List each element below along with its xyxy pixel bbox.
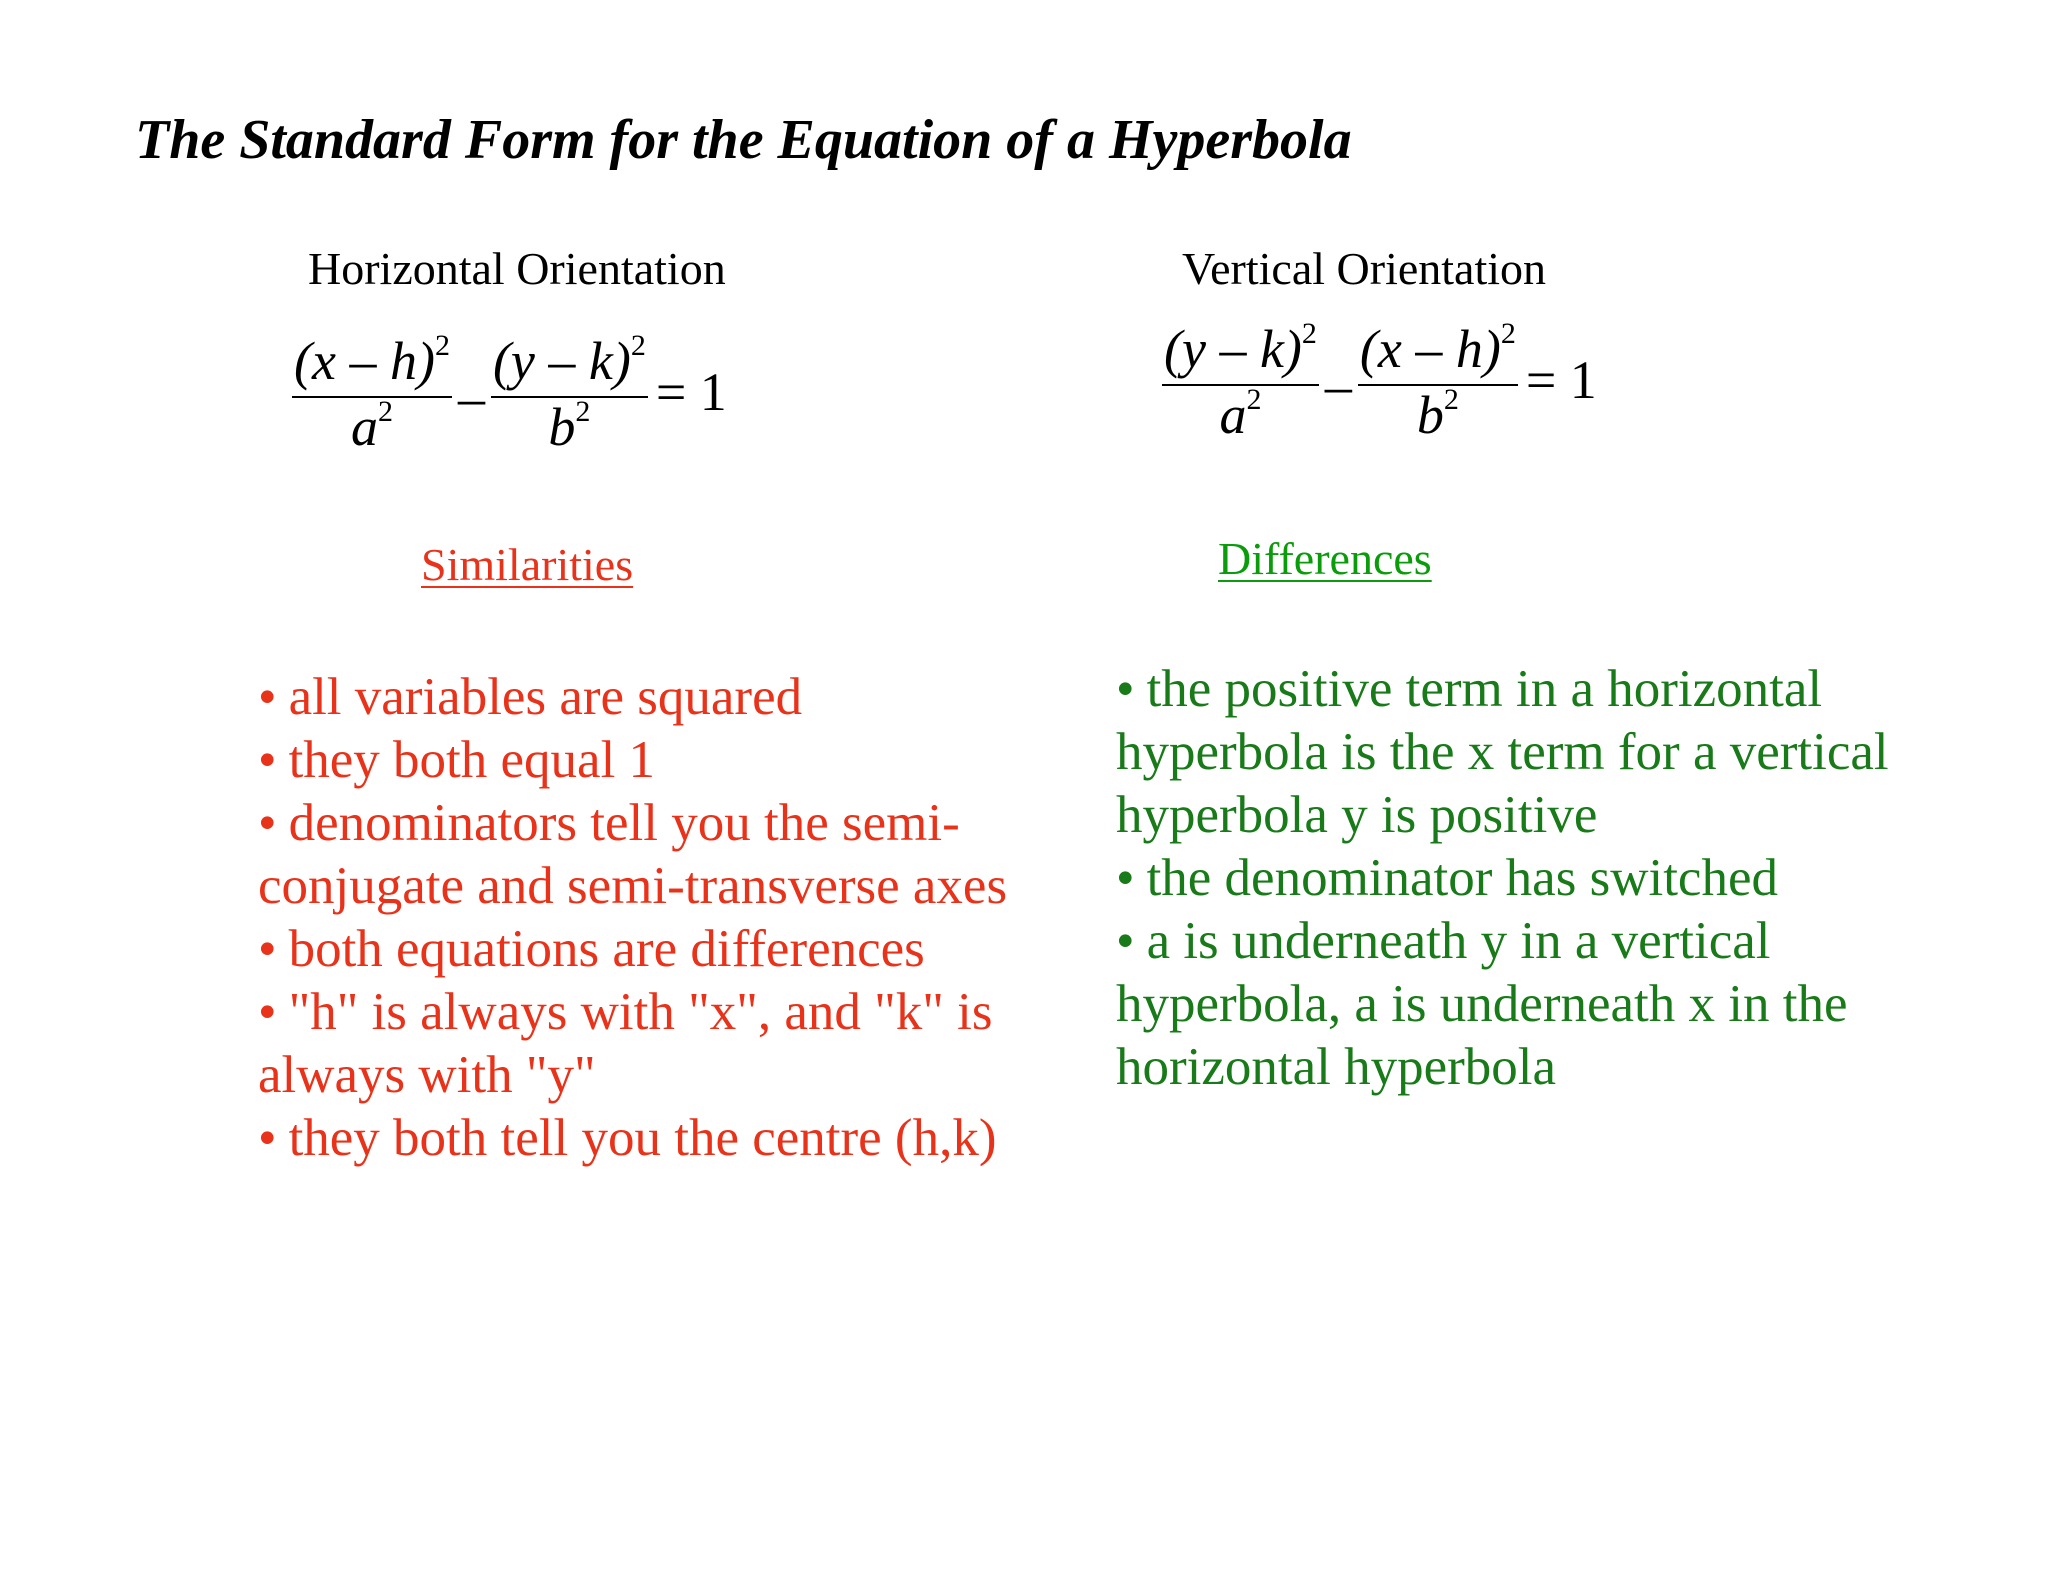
horizontal-term1-denominator: $a^2$ (350, 395, 393, 457)
vertical-term2-denominator: $b^2$ (1416, 383, 1459, 445)
list-item: • the positive term in a horizontal hyperbola is the x term for a vertical hyperbola y is positive (1116, 660, 1889, 844)
similarities-heading: Similarities (421, 539, 634, 590)
horizontal-term2-fraction (491, 329, 648, 457)
page-title: The Standard Form for the Equation of a Hyperbola (135, 109, 1352, 171)
horizontal-equals-one: = 1 (655, 362, 727, 422)
list-item: • they both tell you the centre (h,k) (258, 1109, 997, 1167)
horizontal-term2-numerator: (y – k)$^2$ (491, 330, 648, 398)
vertical-term1-numerator: (y – k)$^2$ (1162, 318, 1319, 386)
horizontal-minus-sign: – (457, 368, 485, 428)
horizontal-term1-numerator: (x – h)$^2$ (292, 330, 452, 398)
horizontal-equation (292, 329, 727, 457)
list-item: • the denominator has switched (1116, 849, 1778, 907)
differences-list (1116, 658, 1916, 1099)
list-item: • both equations are differences (258, 920, 925, 978)
vertical-minus-sign: – (1324, 356, 1352, 416)
list-item: • a is underneath y in a vertical hyperbola, a is underneath x in the horizontal hyperbola (1116, 912, 1848, 1096)
vertical-term1-denominator: $a^2$ (1219, 383, 1262, 445)
horizontal-orientation-label: Horizontal Orientation (308, 243, 726, 294)
list-item: • they both equal 1 (258, 731, 656, 789)
differences-heading: Differences (1218, 533, 1432, 584)
vertical-equals-one: = 1 (1525, 350, 1597, 410)
list-item: • denominators tell you the semi-conjugate and semi-transverse axes (258, 794, 1008, 915)
vertical-equation (1162, 317, 1597, 445)
vertical-term2-fraction (1358, 317, 1518, 445)
horizontal-term1-fraction (292, 329, 452, 457)
vertical-term1-fraction (1162, 317, 1319, 445)
list-item: • "h" is always with "x", and "k" is always with "y" (258, 983, 993, 1104)
vertical-term2-numerator: (x – h)$^2$ (1358, 318, 1518, 386)
vertical-orientation-label: Vertical Orientation (1182, 243, 1547, 294)
similarities-list (258, 666, 1078, 1170)
horizontal-term2-denominator: $b^2$ (548, 395, 591, 457)
list-item: • all variables are squared (258, 668, 803, 726)
